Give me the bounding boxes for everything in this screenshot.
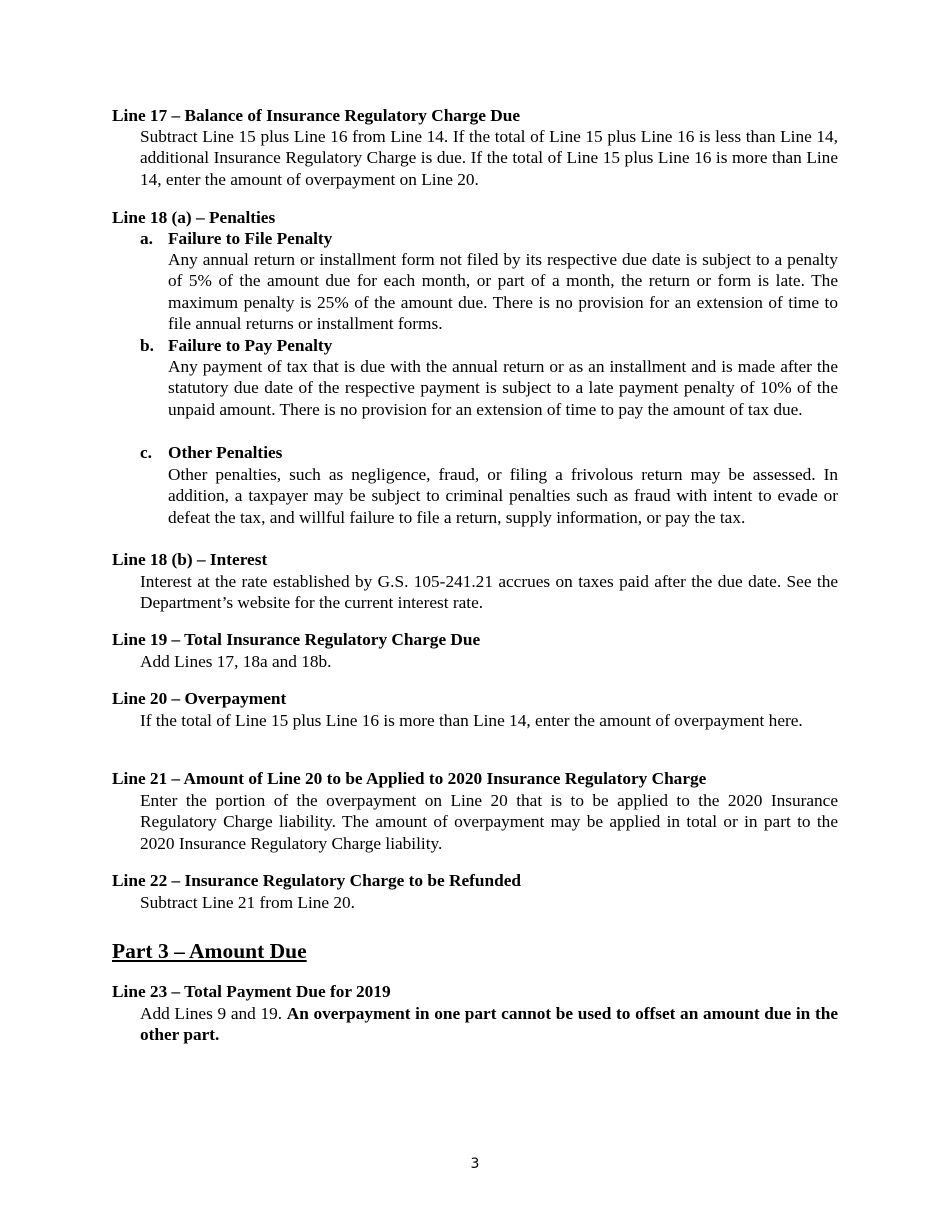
line22-heading: Line 22 – Insurance Regulatory Charge to be Refunded <box>112 871 521 890</box>
line19-text: Add Lines 17, 18a and 18b. <box>140 652 332 671</box>
penalty-a-text: Any annual return or installment form not filed by its respective due date is subject to a penalty of 5% of the amount due for each month, or part of a month, the return or form is late. The maximum penalty is 25% of the amount due. There is no provision for an extension of time to file annual returns or installment forms. <box>168 250 838 333</box>
line17-heading: Line 17 – Balance of Insurance Regulatory Charge Due <box>112 106 521 125</box>
line19-heading: Line 19 – Total Insurance Regulatory Charge Due <box>112 630 481 649</box>
part3-heading: Part 3 – Amount Due <box>112 939 307 963</box>
penalty-b-heading <box>140 335 332 356</box>
line21-text: Enter the portion of the overpayment on Line 20 that is to be applied to the 2020 Insurance Regulatory Charge liability. The amount of overpayment may be applied in total or in part to the 2020 Insurance Regulatory Charge liability. <box>140 791 838 853</box>
line17-text: Subtract Line 15 plus Line 16 from Line 14. If the total of Line 15 plus Line 16 is less than Line 14, additional Insurance Regulatory Charge is due. If the total of Line 15 plus Line 16 is more than Line 14, enter the amount of overpayment on Line 20. <box>140 127 838 189</box>
line20-heading: Line 20 – Overpayment <box>112 689 287 708</box>
line23-text <box>140 1003 838 1046</box>
line23-text-plain: Add Lines 9 and 19. <box>140 1004 287 1023</box>
penalty-a-marker: a. <box>140 229 153 248</box>
page-number: 3 <box>470 1156 480 1172</box>
penalty-c-text: Other penalties, such as negligence, fraud, or filing a frivolous return may be assessed. In addition, a taxpayer may be subject to criminal penalties such as fraud with intent to evade or defeat the tax, and willful failure to file a return, supply information, or pay the tax. <box>168 465 838 527</box>
penalty-b-text: Any payment of tax that is due with the annual return or as an installment and is made after the statutory due date of the respective payment is subject to a late payment penalty of 10% of the unpaid amount. There is no provision for an extension of time to pay the amount of tax due. <box>168 357 838 419</box>
penalty-c-title: Other Penalties <box>168 443 283 462</box>
line18b-text: Interest at the rate established by G.S. 105-241.21 accrues on taxes paid after the due date. See the Department’s website for the current interest rate. <box>140 572 838 613</box>
penalty-a-heading <box>140 228 332 249</box>
penalty-c-heading <box>140 442 282 463</box>
line18a-heading: Line 18 (a) – Penalties <box>112 208 276 227</box>
penalty-a-title: Failure to File Penalty <box>168 229 333 248</box>
line20-text: If the total of Line 15 plus Line 16 is more than Line 14, enter the amount of overpayment here. <box>140 711 803 730</box>
line18b-heading: Line 18 (b) – Interest <box>112 550 268 569</box>
penalty-c-marker: c. <box>140 443 152 462</box>
line23-heading: Line 23 – Total Payment Due for 2019 <box>112 982 391 1001</box>
line22-text: Subtract Line 21 from Line 20. <box>140 893 356 912</box>
line23-text-bold: An overpayment in one part cannot be used to offset an amount due in the other part. <box>140 1004 838 1045</box>
line21-heading: Line 21 – Amount of Line 20 to be Applied to 2020 Insurance Regulatory Charge <box>112 769 707 788</box>
penalty-b-marker: b. <box>140 336 154 355</box>
penalty-b-title: Failure to Pay Penalty <box>168 336 333 355</box>
